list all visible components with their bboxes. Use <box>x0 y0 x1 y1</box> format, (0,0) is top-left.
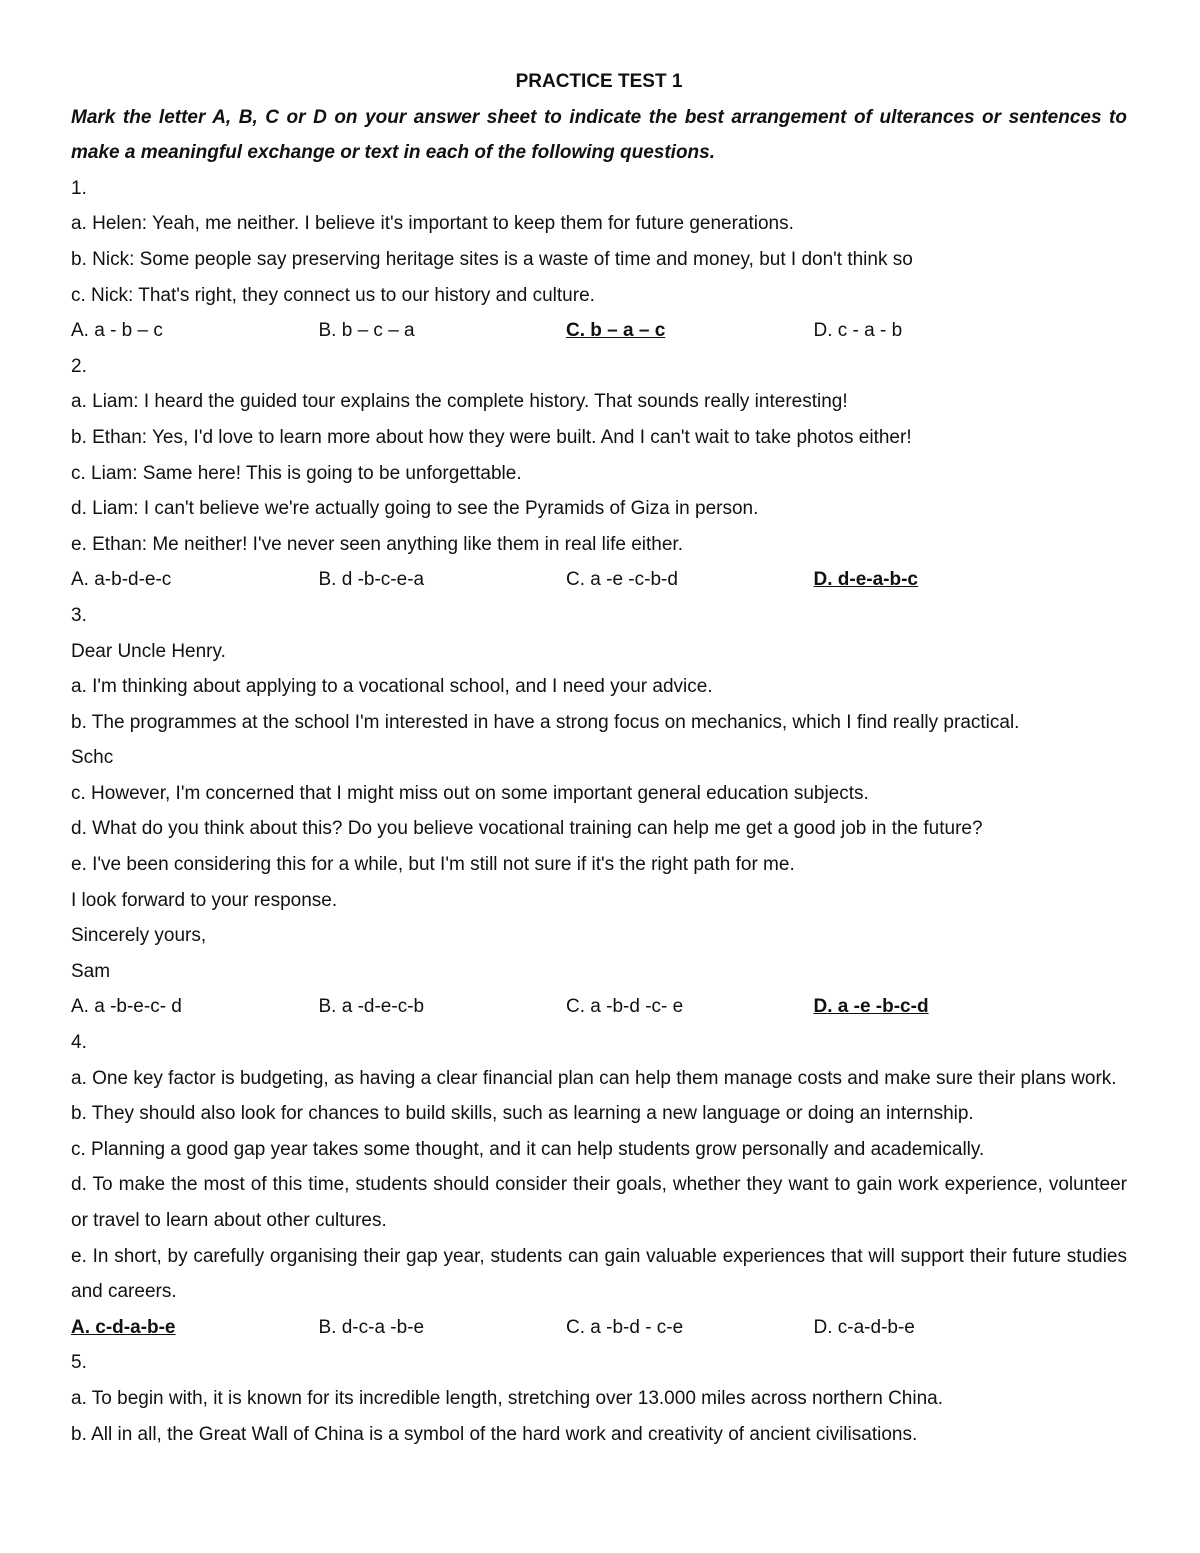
option-d[interactable]: D. c-a-d-b-e <box>813 1316 915 1338</box>
sentence-line: b. They should also look for chances to build skills, such as learning a new language or doing an internship. <box>71 1103 974 1125</box>
sentence-line: d. To make the most of this time, students should consider their goals, whether they want to gain work experience, volunteer or travel to learn about other cultures. <box>71 1174 1127 1231</box>
option-c-correct[interactable]: C. b – a – c <box>566 320 666 342</box>
question-number: 2. <box>71 355 87 377</box>
letter-signoff: Sincerely yours, <box>71 925 207 947</box>
sentence-line: b. Ethan: Yes, I'd love to learn more about how they were built. And I can't wait to take photos either! <box>71 426 912 448</box>
sentence-line: d. Liam: I can't believe we're actually going to see the Pyramids of Giza in person. <box>71 498 759 520</box>
question-number: 4. <box>71 1032 87 1054</box>
letter-greeting: Dear Uncle Henry. <box>71 640 226 662</box>
sentence-line: e. I've been considering this for a while, but I'm still not sure if it's the right path for me. <box>71 854 795 876</box>
sentence-line: c. However, I'm concerned that I might miss out on some important general education subjects. <box>71 782 869 804</box>
option-b[interactable]: B. d -b-c-e-a <box>318 569 425 591</box>
sentence-line: c. Planning a good gap year takes some thought, and it can help students grow personally and academically. <box>71 1138 985 1160</box>
page-title: PRACTICE TEST 1 <box>515 71 683 92</box>
option-c[interactable]: C. a -e -c-b-d <box>566 569 678 591</box>
sentence-line: b. All in all, the Great Wall of China is a symbol of the hard work and creativity of ancient civilisations. <box>71 1423 918 1445</box>
sentence-line: a. I'm thinking about applying to a vocational school, and I need your advice. <box>71 676 713 698</box>
option-c[interactable]: C. a -b-d - c-e <box>566 1316 684 1338</box>
sentence-line: a. Helen: Yeah, me neither. I believe it's important to keep them for future generations. <box>71 213 794 235</box>
sentence-line: a. To begin with, it is known for its incredible length, stretching over 13.000 miles across northern China. <box>71 1387 943 1409</box>
question-block <box>71 171 1127 349</box>
sentence-line: d. What do you think about this? Do you believe vocational training can help me get a good job in the future? <box>71 818 983 840</box>
answer-options <box>71 989 1127 1025</box>
document-page <box>71 64 1127 1452</box>
question-block <box>71 1345 1127 1452</box>
option-c[interactable]: C. a -b-d -c- e <box>566 996 684 1018</box>
sentence-line: a. One key factor is budgeting, as having a clear financial plan can help them manage costs and make sure their plans work. <box>71 1067 1117 1089</box>
option-d-correct[interactable]: D. a -e -b-c-d <box>813 996 929 1018</box>
answer-options <box>71 313 1127 349</box>
option-a[interactable]: A. a -b-e-c- d <box>71 996 182 1018</box>
instructions: Mark the letter A, B, C or D on your answer sheet to indicate the best arrangement of ulterances or sentences to make a meaningful exchange or text in each of the following questions. <box>71 106 1127 164</box>
option-a[interactable]: A. a-b-d-e-c <box>71 569 172 591</box>
option-b[interactable]: B. b – c – a <box>318 320 415 342</box>
sentence-line: b. The programmes at the school I'm interested in have a strong focus on mechanics, which I find really practical. <box>71 711 1020 733</box>
answer-options <box>71 1310 1127 1346</box>
letter-signature: Sam <box>71 960 111 982</box>
question-block <box>71 1025 1127 1345</box>
option-d-correct[interactable]: D. d-e-a-b-c <box>813 569 918 591</box>
sentence-line: b. Nick: Some people say preserving heritage sites is a waste of time and money, but I don't think so <box>71 248 913 270</box>
sentence-line: e. In short, by carefully organising their gap year, students can gain valuable experiences that will support their future studies and careers. <box>71 1245 1127 1303</box>
sentence-line: a. Liam: I heard the guided tour explains the complete history. That sounds really interesting! <box>71 391 848 413</box>
question-block <box>71 349 1127 598</box>
stray-text: Schc <box>71 747 114 769</box>
letter-closing: I look forward to your response. <box>71 889 338 911</box>
option-b[interactable]: B. d-c-a -b-e <box>318 1316 425 1338</box>
answer-options <box>71 562 1127 598</box>
option-a-correct[interactable]: A. c-d-a-b-e <box>71 1316 176 1338</box>
question-number: 5. <box>71 1352 87 1374</box>
sentence-line: e. Ethan: Me neither! I've never seen anything like them in real life either. <box>71 533 683 555</box>
option-b[interactable]: B. a -d-e-c-b <box>318 996 425 1018</box>
question-block <box>71 598 1127 1025</box>
question-number: 3. <box>71 604 87 626</box>
sentence-line: c. Liam: Same here! This is going to be unforgettable. <box>71 462 522 484</box>
option-d[interactable]: D. c - a - b <box>813 320 903 342</box>
question-number: 1. <box>71 177 87 199</box>
option-a[interactable]: A. a - b – c <box>71 320 163 342</box>
sentence-line: c. Nick: That's right, they connect us to our history and culture. <box>71 284 595 306</box>
